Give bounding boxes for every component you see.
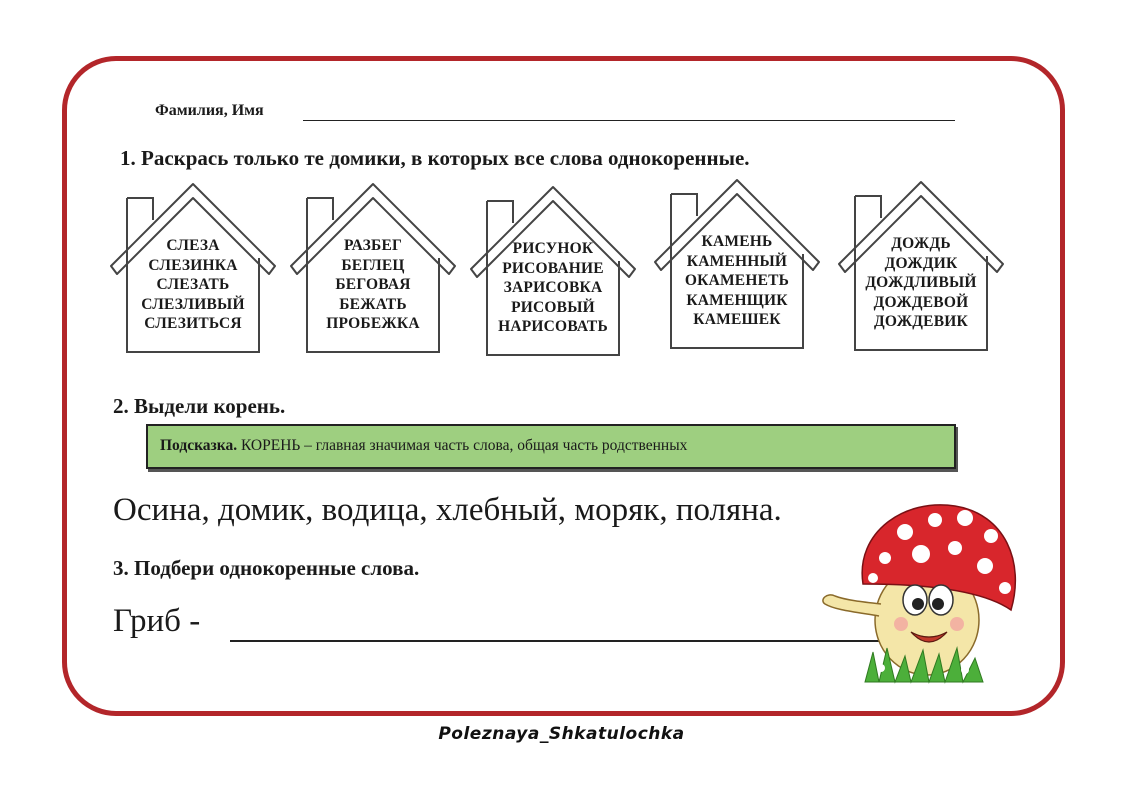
words-to-analyze: Осина, домик, водица, хлебный, моряк, поляна. <box>113 492 782 528</box>
house-2-words <box>305 236 441 334</box>
house-word: РИСОВЫЙ <box>511 298 595 316</box>
house-word: БЕГЛЕЦ <box>341 256 405 274</box>
name-field[interactable] <box>155 98 955 126</box>
house-word: РИСУНОК <box>512 240 594 257</box>
house-word: РИСОВАНИЕ <box>502 259 604 277</box>
house-word: ДОЖДЕВИК <box>874 313 968 330</box>
name-label: Фамилия, Имя <box>155 102 264 119</box>
house-word: КАМЕНЩИК <box>686 291 788 309</box>
house-word: ДОЖДЕВОЙ <box>873 293 969 311</box>
hint-text: КОРЕНЬ – главная значимая часть слова, общая часть родственных <box>237 437 688 454</box>
house-3-words <box>485 239 621 337</box>
house-1[interactable] <box>107 180 279 360</box>
house-word: БЕЖАТЬ <box>339 295 407 313</box>
house-word: СЛЕЗА <box>166 237 220 254</box>
house-word: СЛЕЗАТЬ <box>156 276 230 293</box>
house-4-words <box>669 232 805 330</box>
house-word: БЕГОВАЯ <box>335 276 411 293</box>
house-word: ОКАМЕНЕТЬ <box>684 272 790 289</box>
hint-box <box>146 424 956 469</box>
grib-answer-line[interactable] <box>230 640 880 642</box>
name-underline <box>303 120 955 121</box>
house-word: ДОЖДИК <box>884 254 958 272</box>
house-5-words <box>853 234 989 332</box>
house-word: ЗАРИСОВКА <box>503 279 603 296</box>
grib-label: Гриб - <box>113 603 201 639</box>
house-2[interactable] <box>287 180 459 360</box>
task-3-heading: 3. Подбери однокоренные слова. <box>113 556 420 580</box>
house-word: ПРОБЕЖКА <box>326 315 420 332</box>
task-2-heading: 2. Выдели корень. <box>113 394 286 418</box>
house-word: СЛЕЗЛИВЫЙ <box>141 295 245 313</box>
hint-label: Подсказка. <box>160 437 238 454</box>
credit-watermark: Poleznaya_Shkatulochka <box>438 724 685 744</box>
house-word: ДОЖДЬ <box>891 235 951 252</box>
house-word: РАЗБЕГ <box>343 237 403 254</box>
house-5[interactable] <box>835 178 1007 358</box>
house-3[interactable] <box>467 183 639 363</box>
house-word: КАМЕНЬ <box>701 233 773 250</box>
house-4[interactable] <box>651 176 823 356</box>
house-1-words <box>125 236 261 334</box>
house-word: КАМЕННЫЙ <box>686 252 788 270</box>
house-word: НАРИСОВАТЬ <box>498 318 608 335</box>
house-word: СЛЕЗИНКА <box>148 256 238 274</box>
house-word: КАМЕШЕК <box>693 311 781 328</box>
mushroom-icon <box>815 492 1020 692</box>
task-1-heading: 1. Раскрась только те домики, в которых все слова однокоренные. <box>120 146 750 170</box>
house-word: СЛЕЗИТЬСЯ <box>144 315 242 332</box>
house-word: ДОЖДЛИВЫЙ <box>865 274 977 291</box>
